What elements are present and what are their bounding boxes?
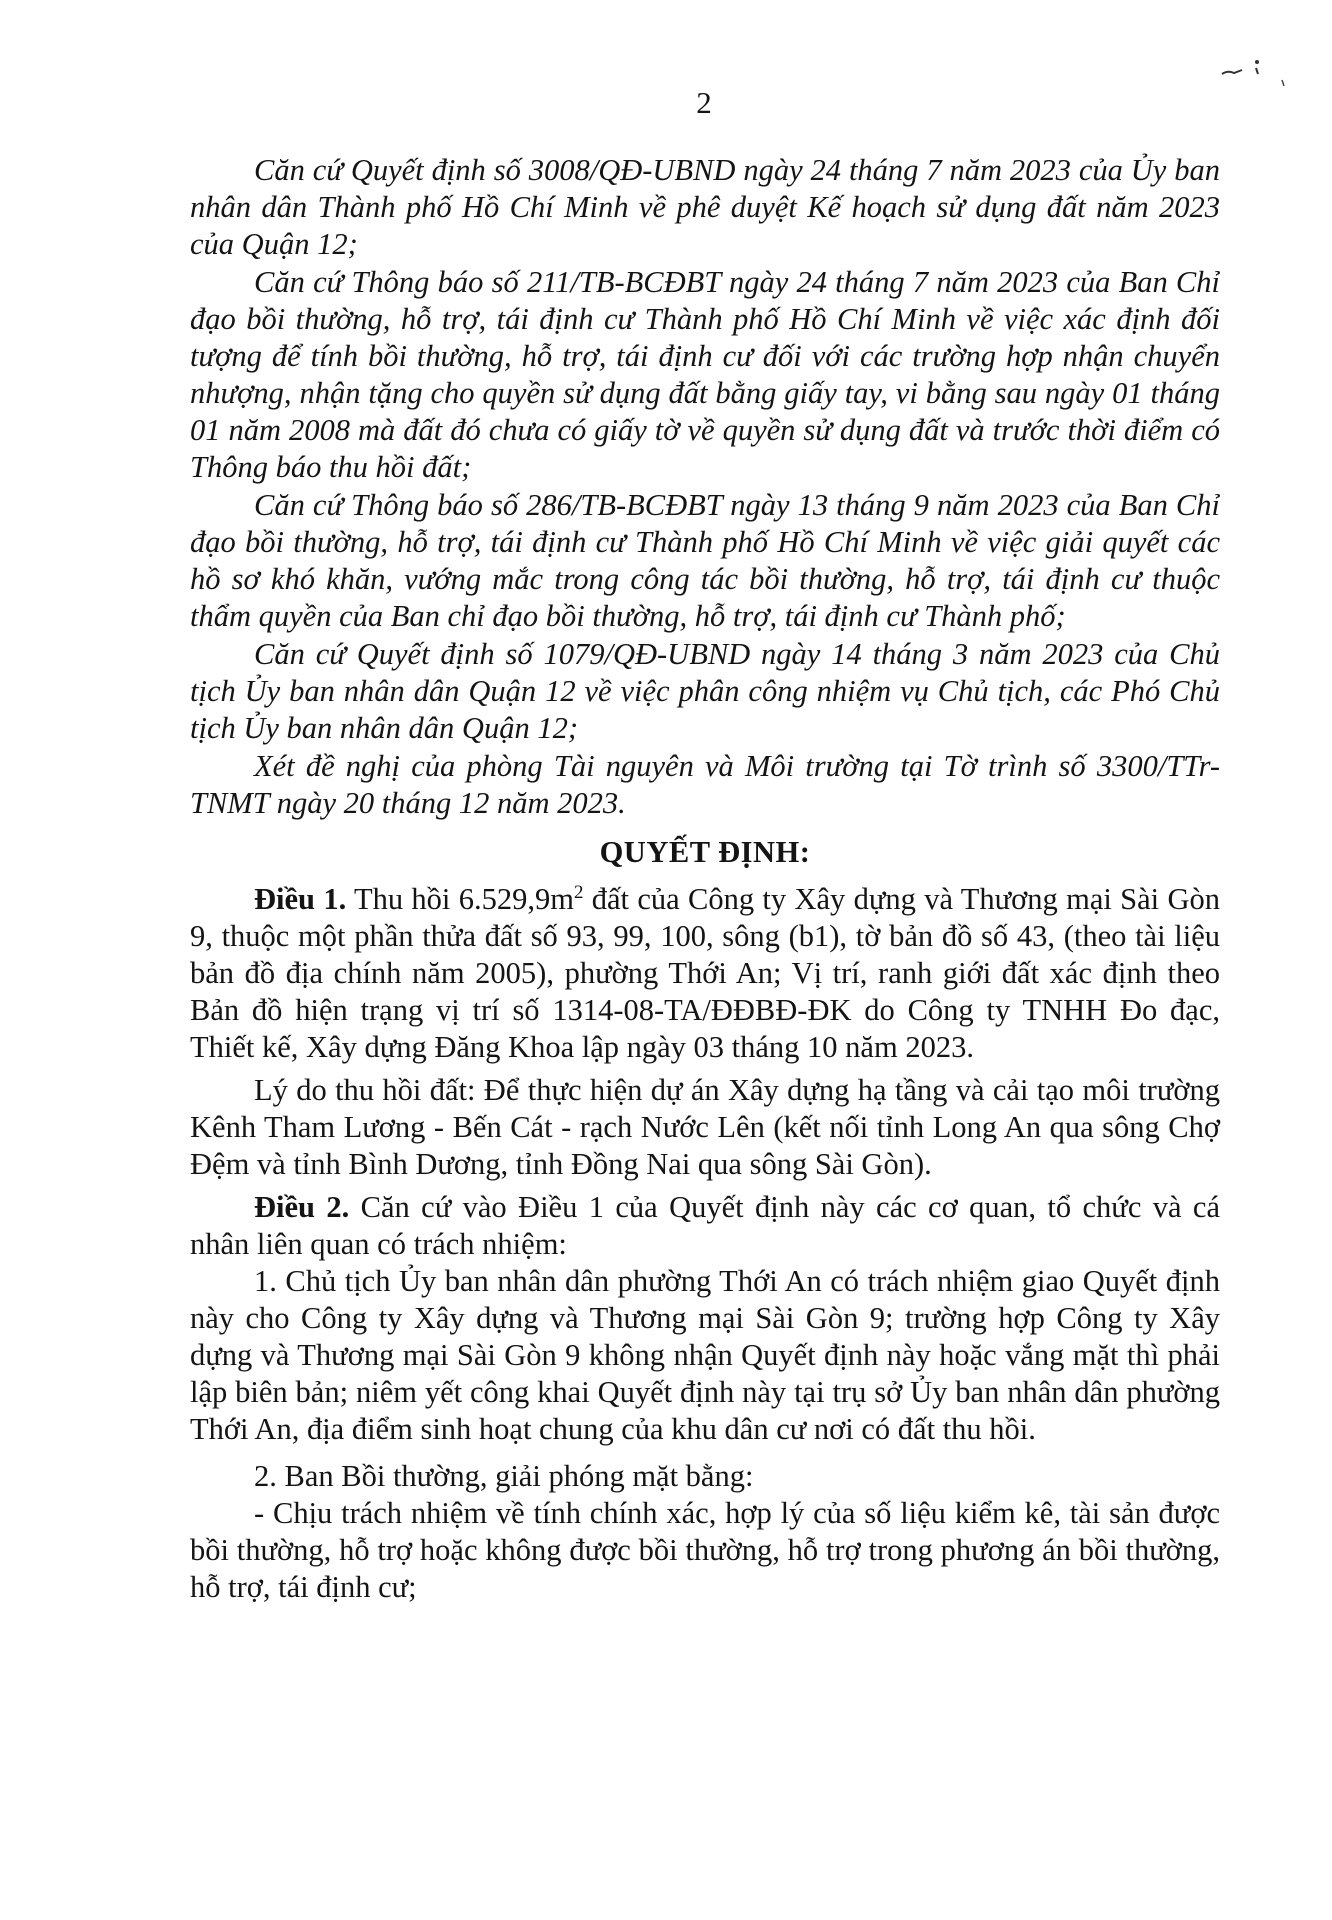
article-2-item-2: 2. Ban Bồi thường, giải phóng mặt bằng: [254, 1459, 754, 1493]
article-2-item-2-bullet-1: - Chịu trách nhiệm về tính chính xác, hợp lý của số liệu kiểm kê, tài sản được bồi thường, hỗ trợ hoặc không được bồi thường, hỗ trợ trong phương án bồi thường, hỗ trợ, tái định cư; [190, 1496, 1220, 1604]
article-1-label: Điều 1. [254, 882, 347, 916]
article-1 [190, 881, 1220, 1066]
article-2-item-1: 1. Chủ tịch Ủy ban nhân dân phường Thới An có trách nhiệm giao Quyết định này cho Công ty Xây dựng và Thương mại Sài Gòn 9; trường hợp Công ty Xây dựng và Thương mại Sài Gòn 9 không nhận Quyết định này hoặc vắng mặt thì phải lập biên bản; niêm yết công khai Quyết định này tại trụ sở Ủy ban nhân dân phường Thới An, địa điểm sinh hoạt chung của khu dân cư nơi có đất thu hồi. [190, 1264, 1220, 1446]
article-2-label: Điều 2. [254, 1190, 350, 1224]
article-2 [190, 1189, 1220, 1263]
article-1-reason: Lý do thu hồi đất: Để thực hiện dự án Xây dựng hạ tầng và cải tạo môi trường Kênh Tham Lương - Bến Cát - rạch Nước Lên (kết nối tỉnh Long An qua sông Chợ Đệm và tỉnh Bình Dương, tỉnh Đồng Nai qua sông Sài Gòn). [190, 1073, 1220, 1181]
basis-paragraph-2: Căn cứ Thông báo số 211/TB-BCĐBT ngày 24 tháng 7 năm 2023 của Ban Chỉ đạo bồi thường, hỗ trợ, tái định cư Thành phố Hồ Chí Minh về việc xác định đối tượng để tính bồi thường, hỗ trợ, tái định cư đối với các trường hợp nhận chuyển nhượng, nhận tặng cho quyền sử dụng đất bằng giấy tay, vi bằng sau ngày 01 tháng 01 năm 2008 mà đất đó chưa có giấy tờ về quyền sử dụng đất và trước thời điểm có Thông báo thu hồi đất; [190, 265, 1220, 484]
article-1-superscript: 2 [573, 881, 584, 903]
document-body [190, 152, 1220, 1606]
article-1-text-part2: đất của Công ty Xây dựng và Thương mại Sài Gòn 9, thuộc một phần thửa đất số 93, 99, 100, sông (b1), tờ bản đồ số 43, (theo tài liệu bản đồ địa chính năm 2005), phường Thới An; Vị trí, ranh giới đất xác định theo Bản đồ hiện trạng vị trí số 1314-08-TA/ĐĐBĐ-ĐK do Công ty TNHH Đo đạc, Thiết kế, Xây dựng Đăng Khoa lập ngày 03 tháng 10 năm 2023. [190, 882, 1221, 1064]
basis-paragraph-5: Xét đề nghị của phòng Tài nguyên và Môi trường tại Tờ trình số 3300/TTr-TNMT ngày 20 tháng 12 năm 2023. [190, 749, 1220, 820]
basis-paragraph-4: Căn cứ Quyết định số 1079/QĐ-UBND ngày 14 tháng 3 năm 2023 của Chủ tịch Ủy ban nhân dân Quận 12 về việc phân công nhiệm vụ Chủ tịch, các Phó Chủ tịch Ủy ban nhân dân Quận 12; [190, 637, 1220, 745]
decision-heading: QUYẾT ĐỊNH: [599, 835, 811, 869]
basis-paragraph-3: Căn cứ Thông báo số 286/TB-BCĐBT ngày 13 tháng 9 năm 2023 của Ban Chỉ đạo bồi thường, hỗ trợ, tái định cư Thành phố Hồ Chí Minh về việc giải quyết các hồ sơ khó khăn, vướng mắc trong công tác bồi thường, hỗ trợ, tái định cư thuộc thẩm quyền của Ban chỉ đạo bồi thường, hỗ trợ, tái định cư Thành phố; [190, 488, 1220, 633]
basis-paragraph-1: Căn cứ Quyết định số 3008/QĐ-UBND ngày 24 tháng 7 năm 2023 của Ủy ban nhân dân Thành phố Hồ Chí Minh về phê duyệt Kế hoạch sử dụng đất năm 2023 của Quận 12; [190, 153, 1220, 261]
article-1-text-part1: Thu hồi 6.529,9m [346, 882, 574, 916]
page-number: 2 [696, 85, 712, 120]
article-2-text: Căn cứ vào Điều 1 của Quyết định này các cơ quan, tổ chức và cá nhân liên quan có trách nhiệm: [190, 1190, 1221, 1261]
